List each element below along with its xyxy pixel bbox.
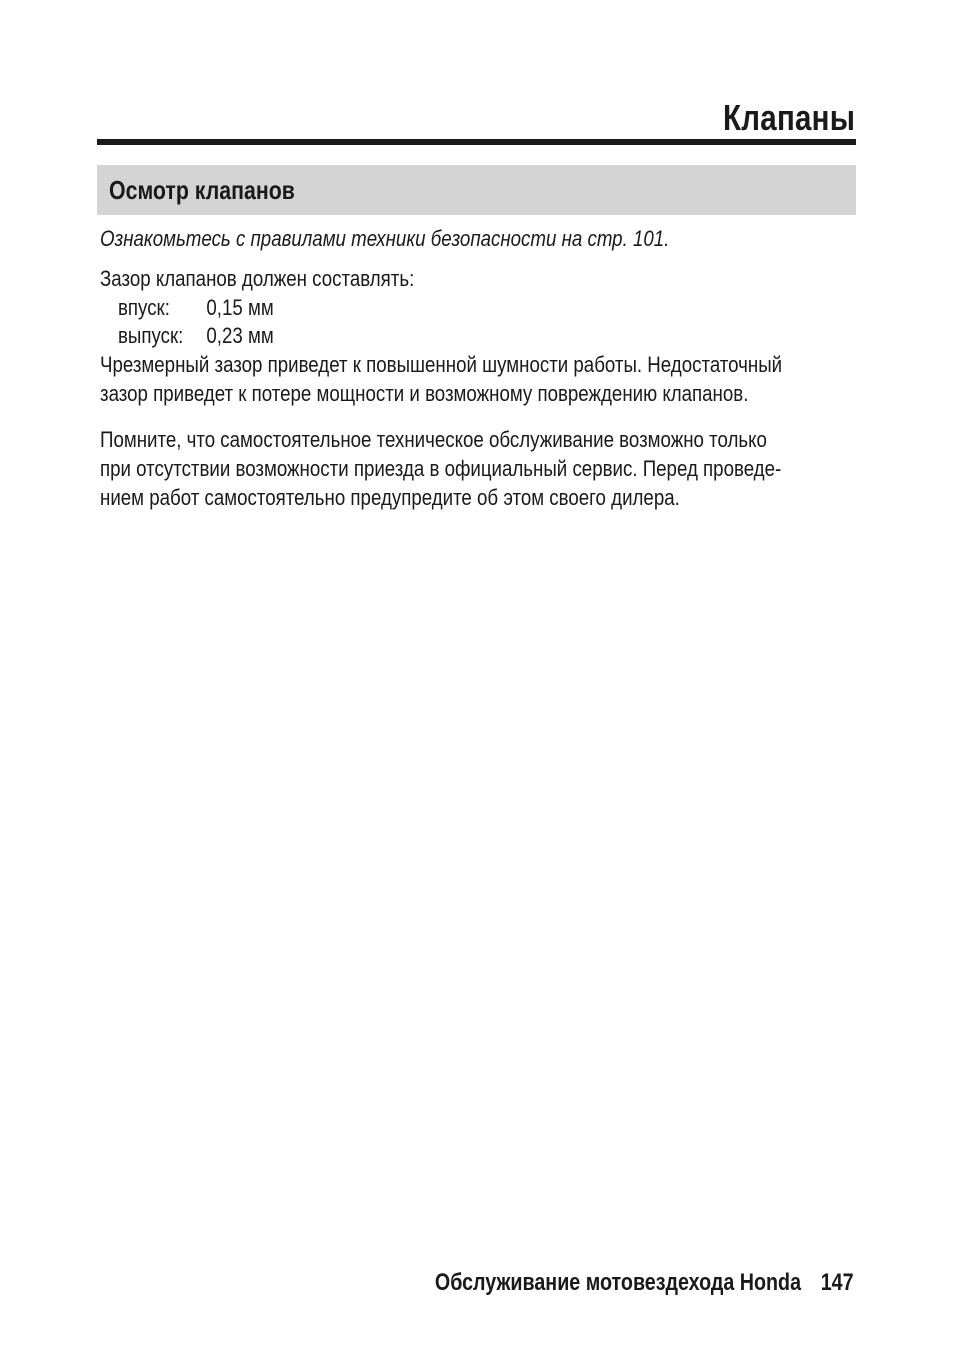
page-number: 147 bbox=[821, 1269, 854, 1296]
section-title: Осмотр клапанов bbox=[109, 175, 295, 205]
paragraph-line: зазор приведет к потере мощности и возможному повреждению клапанов. bbox=[100, 381, 749, 406]
clearance-intro: Зазор клапанов должен составлять: bbox=[100, 266, 415, 291]
spec-value-intake: 0,15 мм bbox=[206, 295, 274, 320]
spec-label-intake: впуск: bbox=[118, 295, 170, 320]
paragraph-line: Чрезмерный зазор приведет к повышенной шумности работы. Недостаточный bbox=[100, 352, 783, 377]
service-notice-paragraph bbox=[100, 425, 781, 512]
title-rule bbox=[97, 139, 856, 145]
page-footer bbox=[435, 1268, 854, 1298]
paragraph-line: при отсутствии возможности приезда в официальный сервис. Перед проведе- bbox=[100, 456, 782, 481]
section-header-bar bbox=[97, 165, 856, 215]
paragraph-line: Помните, что самостоятельное техническое обслуживание возможно только bbox=[100, 427, 767, 452]
spec-row-exhaust bbox=[118, 321, 274, 350]
page-title: Клапаны bbox=[722, 97, 855, 138]
footer-text: Обслуживание мотовездехода Honda bbox=[435, 1269, 802, 1296]
spec-value-exhaust: 0,23 мм bbox=[206, 323, 274, 348]
paragraph-line: нием работ самостоятельно предупредите об этом своего дилера. bbox=[100, 485, 680, 510]
spec-row-intake bbox=[118, 293, 274, 322]
clearance-warning-paragraph bbox=[100, 350, 782, 408]
safety-note: Ознакомьтесь с правилами техники безопасности на стр. 101. bbox=[100, 226, 670, 251]
spec-label-exhaust: выпуск: bbox=[118, 323, 184, 348]
